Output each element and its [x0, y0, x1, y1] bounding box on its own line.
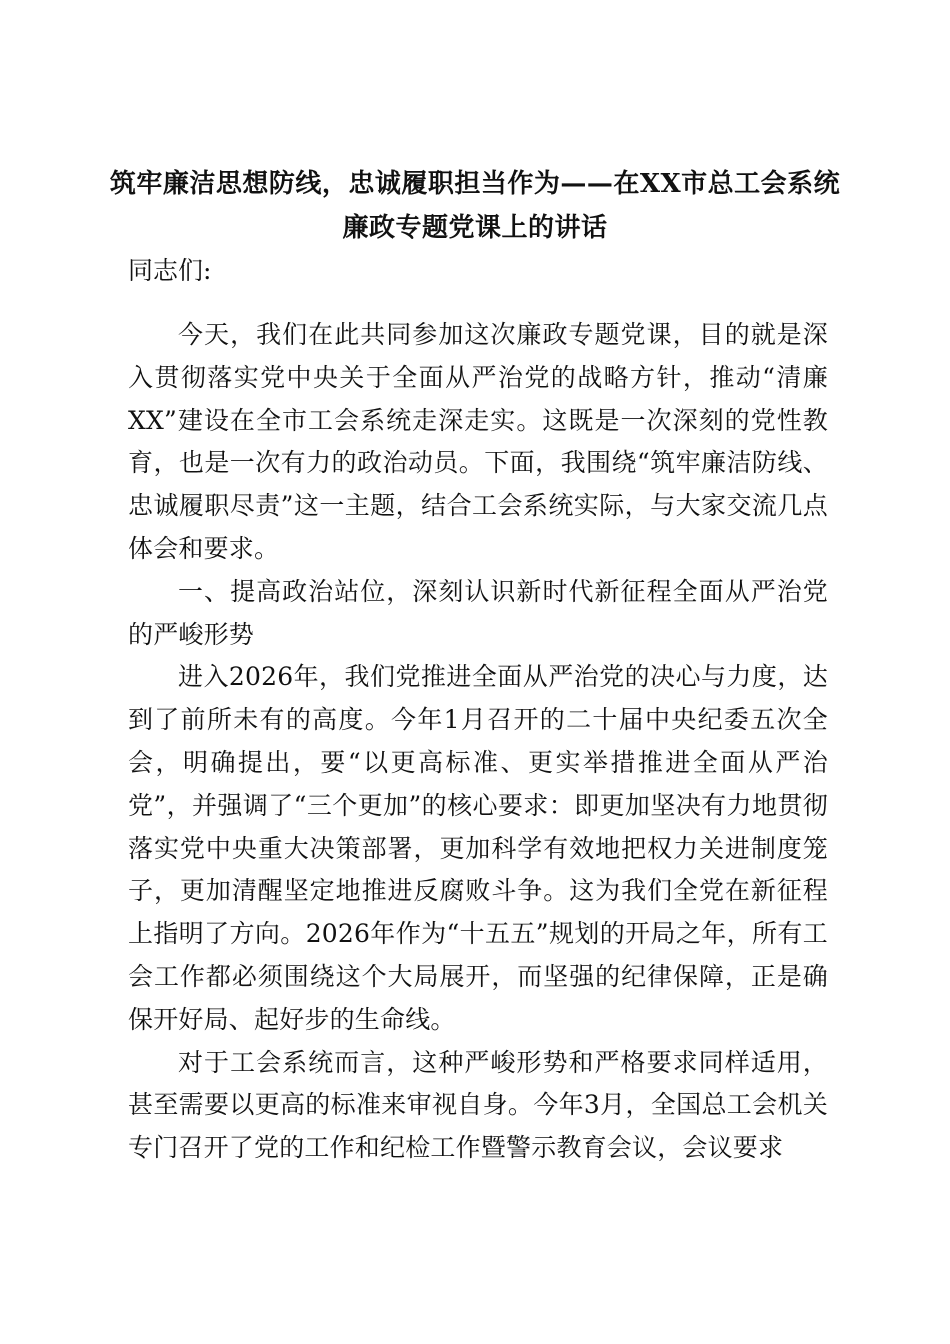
salutation: 同志们:: [128, 256, 212, 285]
paragraph-situation: 进入2026年，我们党推进全面从严治党的决心与力度，达到了前所未有的高度。今年1月召开的二十届中央纪委五次全会，明确提出，要“以更高标准、更实举措推进全面从严治党”，并强调了“三个更加”的核心要求：即更加坚决有力地贯彻落实党中央重大决策部署，更加科学有效地把权力关进制度笼子，更加清醒坚定地推进反腐败斗争。这为我们全党在新征程上指明了方向。2026年作为“十五五”规划的开局之年，所有工会工作都必须围绕这个大局展开，而坚强的纪律保障，正是确保开好局、起好步的生命线。: [128, 662, 828, 1034]
paragraph-union-system: 对于工会系统而言，这种严峻形势和严格要求同样适用，甚至需要以更高的标准来审视自身。今年3月，全国总工会机关专门召开了党的工作和纪检工作暨警示教育会议，会议要求: [128, 1047, 828, 1163]
section-heading-1: 一、提高政治站位，深刻认识新时代新征程全面从严治党的严峻形势: [128, 576, 828, 649]
document-title-line-1: 筑牢廉洁思想防线，忠诚履职担当作为——在XX市总工会系统: [109, 169, 841, 199]
document-body: [128, 314, 828, 1170]
document-title-line-2: 廉政专题党课上的讲话: [342, 213, 608, 243]
paragraph-intro: 今天，我们在此共同参加这次廉政专题党课，目的就是深入贯彻落实党中央关于全面从严治党的战略方针，推动“清廉XX”建设在全市工会系统走深走实。这既是一次深刻的党性教育，也是一次有力的政治动员。下面，我围绕“筑牢廉洁防线、忠诚履职尽责”这一主题，结合工会系统实际，与大家交流几点体会和要求。: [128, 320, 828, 563]
